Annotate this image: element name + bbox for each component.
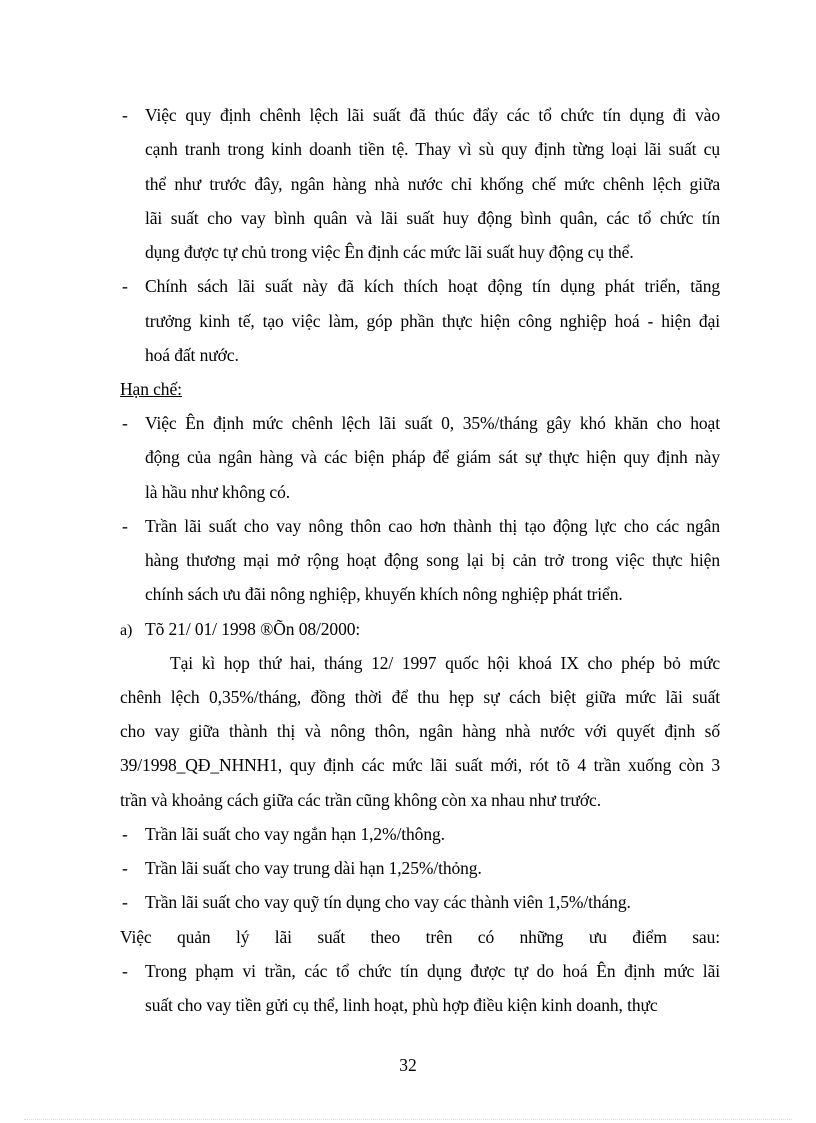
text-line: thể như trước đây, ngân hàng nhà nước chỉ khống chế mức chênh lệch giữa [145, 174, 720, 194]
text-line: chênh lệch 0,35%/tháng, đồng thời để thu hẹp sự cách biệt giữa mức lãi suất [120, 687, 720, 707]
section-heading: Hạn chế: [120, 379, 182, 399]
bullet-dash: - [122, 413, 128, 433]
text-line: suất cho vay tiền gửi cụ thể, linh hoạt, phù hợp điều kiện kinh doanh, thực [145, 995, 658, 1015]
text-line: Chính sách lãi suất này đã kích thích hoạt động tín dụng phát triển, tăng [145, 276, 720, 296]
bullet-dash: - [122, 858, 128, 878]
text-line: Việc quy định chênh lệch lãi suất đã thúc đẩy các tổ chức tín dụng đi vào [145, 105, 720, 125]
page-number: 32 [399, 1055, 417, 1075]
bullet-dash: - [122, 276, 128, 296]
text-line: hàng thương mại mở rộng hoạt động song lại bị cản trở trong việc thực hiện [145, 550, 720, 570]
text-line: Việc Ên định mức chênh lệch lãi suất 0, 35%/tháng gây khó khăn cho hoạt [145, 413, 720, 433]
list-item: Trần lãi suất cho vay trung dài hạn 1,25%/thỏng. [145, 858, 482, 878]
text-line: cho vay giữa thành thị và nông thôn, ngân hàng nhà nước với quyết định số [120, 721, 720, 741]
text-line: Tại kì họp thứ hai, tháng 12/ 1997 quốc hội khoá IX cho phép bỏ mức [170, 653, 720, 673]
text-line: trần và khoảng cách giữa các trần cũng không còn xa nhau như trước. [120, 790, 601, 810]
bullet-dash: - [122, 892, 128, 912]
text-line: lãi suất cho vay bình quân và lãi suất huy động bình quân, các tổ chức tín [145, 208, 720, 228]
bullet-dash: - [122, 516, 128, 536]
bullet-dash: - [122, 824, 128, 844]
text-line: là hầu như không có. [145, 482, 291, 502]
subsection-label: a) [120, 622, 133, 639]
list-item: Trần lãi suất cho vay ngắn hạn 1,2%/thông. [145, 824, 445, 844]
bullet-dash: - [122, 961, 128, 981]
text-line: chính sách ưu đãi nông nghiệp, khuyến khích nông nghiệp phát triển. [145, 584, 623, 604]
text-line: động của ngân hàng và các biện pháp để giám sát sự thực hiện quy định này [145, 447, 720, 467]
bullet-dash: - [122, 105, 128, 125]
text-line: 39/1998_QĐ_NHNH1, quy định các mức lãi suất mới, rót tõ 4 trần xuống còn 3 [120, 755, 720, 775]
text-line: Việc quản lý lãi suất theo trên có những ưu điểm sau: [120, 927, 720, 947]
text-line: Trong phạm vi trần, các tổ chức tín dụng được tự do hoá Ên định mức lãi [145, 961, 720, 981]
text-line: dụng được tự chủ trong việc Ên định các mức lãi suất huy động cụ thể. [145, 242, 634, 262]
list-item: Trần lãi suất cho vay quỹ tín dụng cho vay các thành viên 1,5%/tháng. [145, 892, 631, 912]
footer-divider [24, 1119, 792, 1120]
text-line: Trần lãi suất cho vay nông thôn cao hơn thành thị tạo động lực cho các ngân [145, 516, 720, 536]
subsection-title: Tõ 21/ 01/ 1998 ®Õn 08/2000: [145, 619, 361, 639]
text-line: trưởng kinh tế, tạo việc làm, góp phần thực hiện công nghiệp hoá - hiện đại [145, 311, 720, 331]
text-line: hoá đất nước. [145, 345, 239, 365]
text-line: cạnh tranh trong kinh doanh tiền tệ. Thay vì sù quy định từng loại lãi suất cụ [145, 139, 720, 159]
